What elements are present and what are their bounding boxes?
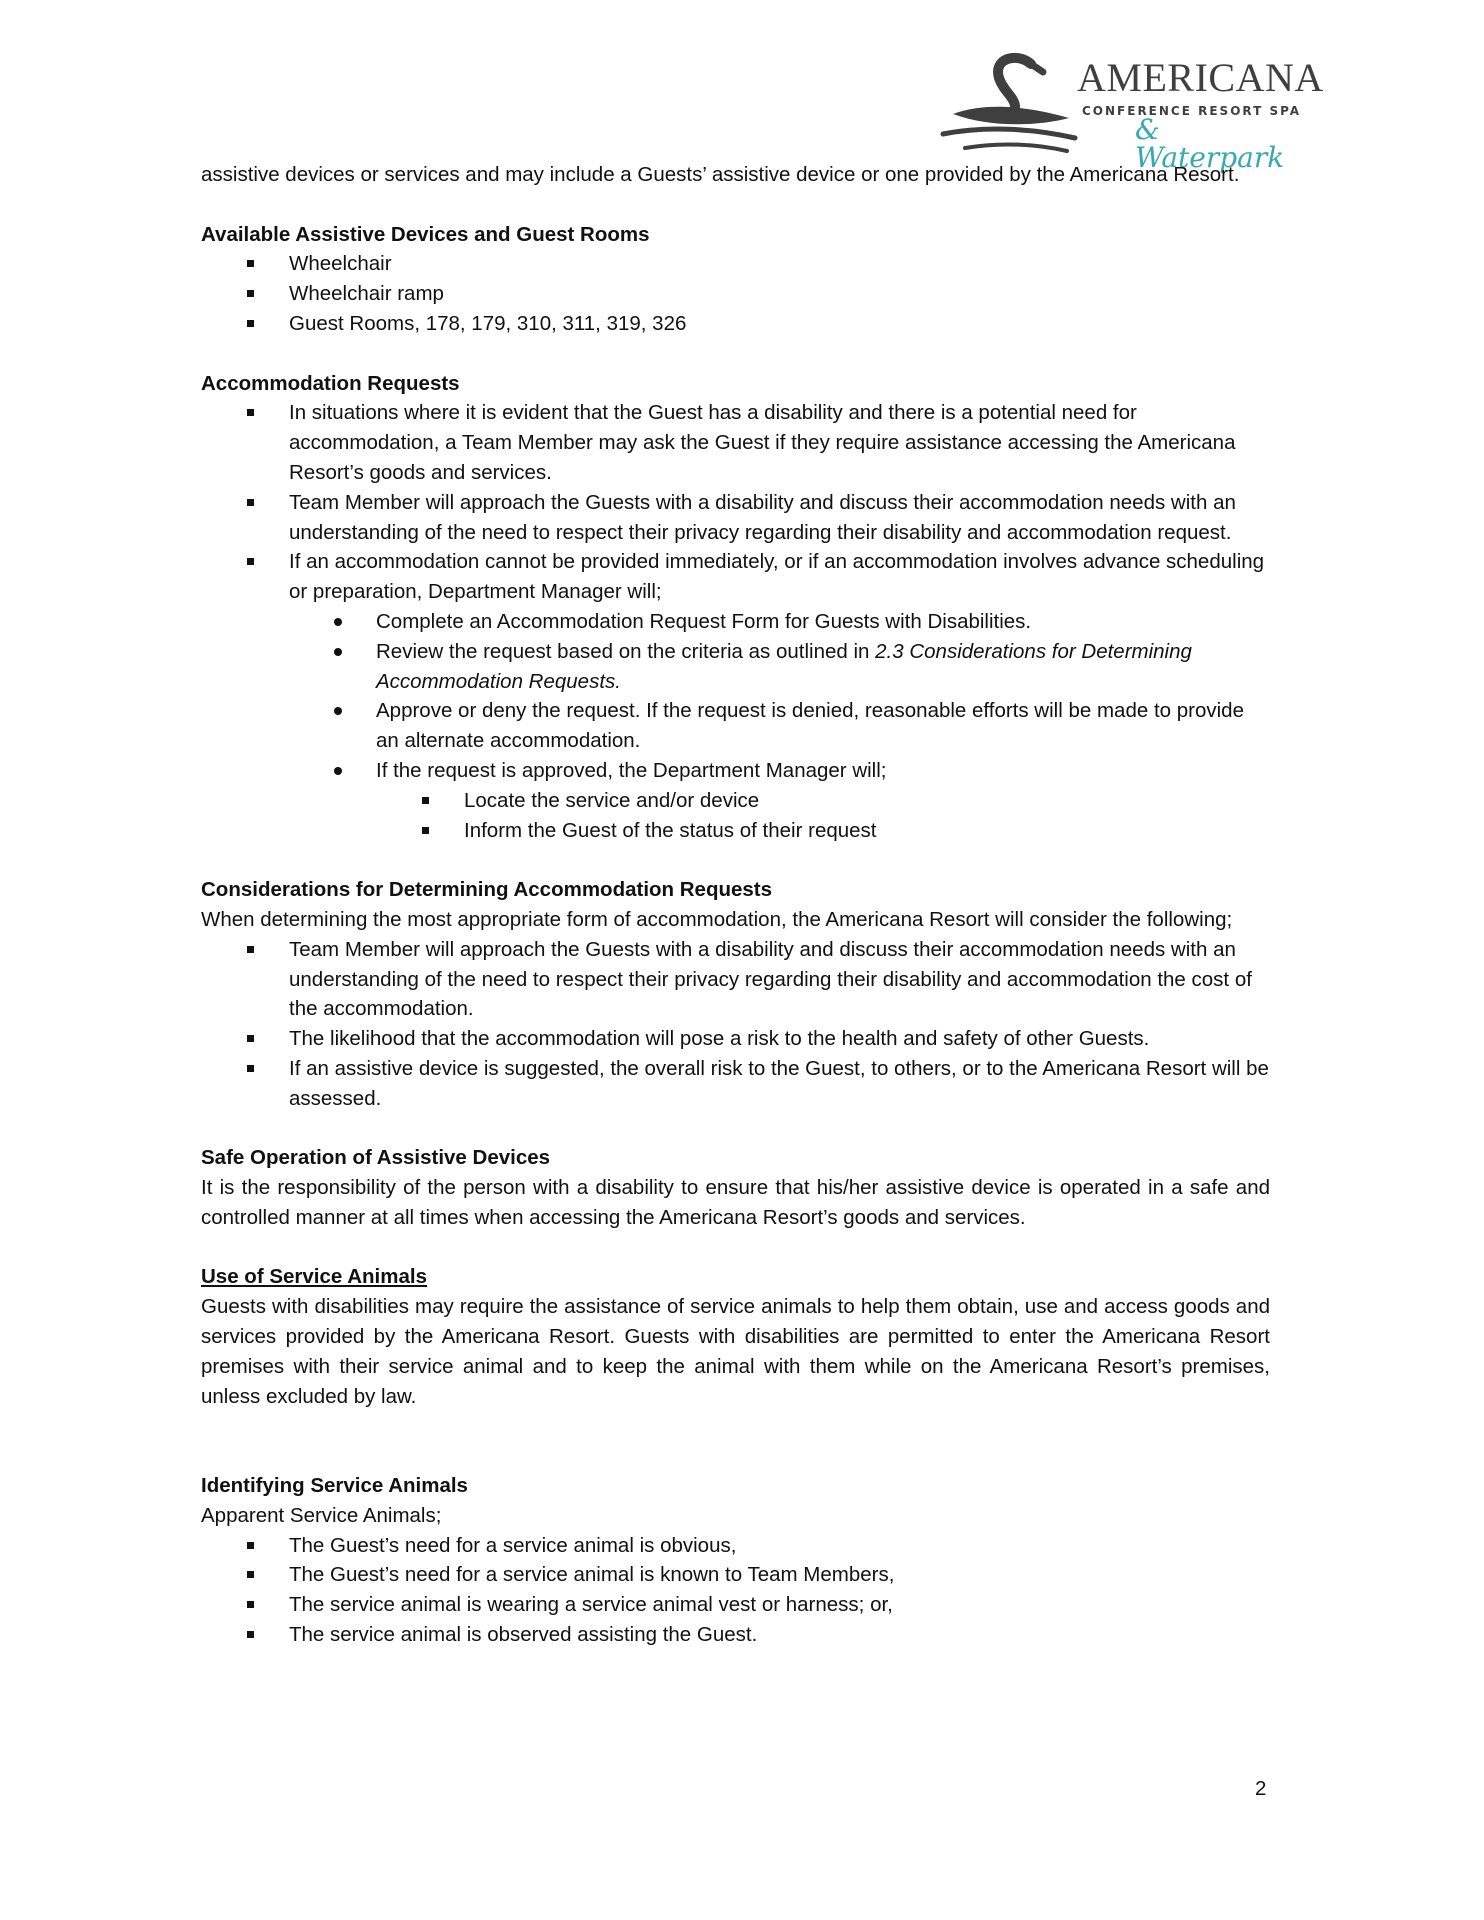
list-item (201, 637, 1270, 697)
page-number: 2 (1255, 1777, 1267, 1800)
list-item (201, 756, 1270, 845)
safe-operation-paragraph: It is the responsibility of the person with a disability to ensure that his/her assistive device is operated in a safe and controlled manner at all times when accessing the Americana Resort’s goods and services. (201, 1176, 1270, 1229)
list-item-text: If an accommodation cannot be provided immediately, or if an accommodation involves advance scheduling or preparation, Department Manager will; (289, 550, 1265, 604)
safe-operation-heading: Safe Operation of Assistive Devices (201, 1146, 551, 1170)
identifying-paragraph: Apparent Service Animals; (201, 1503, 442, 1527)
service-animals-heading: Use of Service Animals (201, 1265, 427, 1289)
approval-steps-list (376, 786, 1270, 846)
devices-heading: Available Assistive Devices and Guest Rooms (201, 222, 650, 246)
list-item: The Guest’s need for a service animal is obvious, (201, 1531, 1270, 1561)
americana-logo (935, 48, 1324, 174)
requests-heading: Accommodation Requests (201, 371, 460, 395)
identifying-list (201, 1531, 1270, 1650)
list-item: Locate the service and/or device (201, 786, 1270, 816)
list-item: Wheelchair ramp (201, 279, 1270, 309)
list-item: The likelihood that the accommodation will pose a risk to the health and safety of other Guests. (201, 1024, 1270, 1054)
requests-list (201, 398, 1270, 845)
list-item: Approve or deny the request. If the request is denied, reasonable efforts will be made to provide an alternate accommodation. (201, 696, 1270, 756)
document-body (201, 160, 1270, 1650)
list-item: The Guest’s need for a service animal is known to Team Members, (201, 1560, 1270, 1590)
list-item (201, 547, 1270, 845)
list-item: Team Member will approach the Guests with a disability and discuss their accommodation needs with an understanding of the need to respect their privacy regarding their disability and accommodation request. (201, 488, 1270, 548)
list-item-text: If the request is approved, the Department Manager will; (376, 758, 887, 782)
list-item: Wheelchair (201, 249, 1270, 279)
list-item: Inform the Guest of the status of their request (201, 816, 1270, 846)
manager-steps-list (289, 607, 1270, 845)
list-item-text: Review the request based on the criteria as outlined in (376, 639, 876, 663)
intro-paragraph: assistive devices or services and may include a Guests’ assistive device or one provided by the Americana Resort. (201, 163, 1240, 186)
list-item: In situations where it is evident that the Guest has a disability and there is a potential need for accommodation, a Team Member may ask the Guest if they require assistance accessing the Americana Resort’s goods and services. (201, 398, 1270, 487)
list-item: The service animal is wearing a service animal vest or harness; or, (201, 1590, 1270, 1620)
section-reference: 2.3 Considerations for Determining Accommodation Requests. (376, 639, 1192, 693)
considerations-paragraph: When determining the most appropriate form of accommodation, the Americana Resort will consider the following; (201, 907, 1233, 931)
devices-list (201, 249, 1270, 338)
list-item: Guest Rooms, 178, 179, 310, 311, 319, 326 (201, 309, 1270, 339)
logo-waterpark-text: & Waterpark (1135, 113, 1285, 174)
identifying-heading: Identifying Service Animals (201, 1474, 468, 1498)
service-animals-paragraph: Guests with disabilities may require the assistance of service animals to help them obtain, use and access goods and services provided by the Americana Resort. Guests with disabilities are permitted to enter the Americana Resort premises with their service animal and to keep the animal with them while on the Americana Resort’s premises, unless excluded by law. (201, 1295, 1270, 1408)
logo-subtitle: CONFERENCE RESORT SPA (1082, 104, 1302, 118)
list-item: Team Member will approach the Guests with a disability and discuss their accommodation needs with an understanding of the need to respect their privacy regarding their disability and accommodation the cost of the accommodation. (201, 935, 1270, 1024)
list-item: Complete an Accommodation Request Form for Guests with Disabilities. (201, 607, 1270, 637)
logo-brand-text: AMERICANA (1077, 55, 1324, 100)
list-item: If an assistive device is suggested, the overall risk to the Guest, to others, or to the Americana Resort will be assessed. (201, 1054, 1270, 1114)
swan-icon (935, 48, 1085, 158)
considerations-list (201, 935, 1270, 1114)
considerations-heading: Considerations for Determining Accommodation Requests (201, 878, 773, 902)
list-item: The service animal is observed assisting the Guest. (201, 1620, 1270, 1650)
